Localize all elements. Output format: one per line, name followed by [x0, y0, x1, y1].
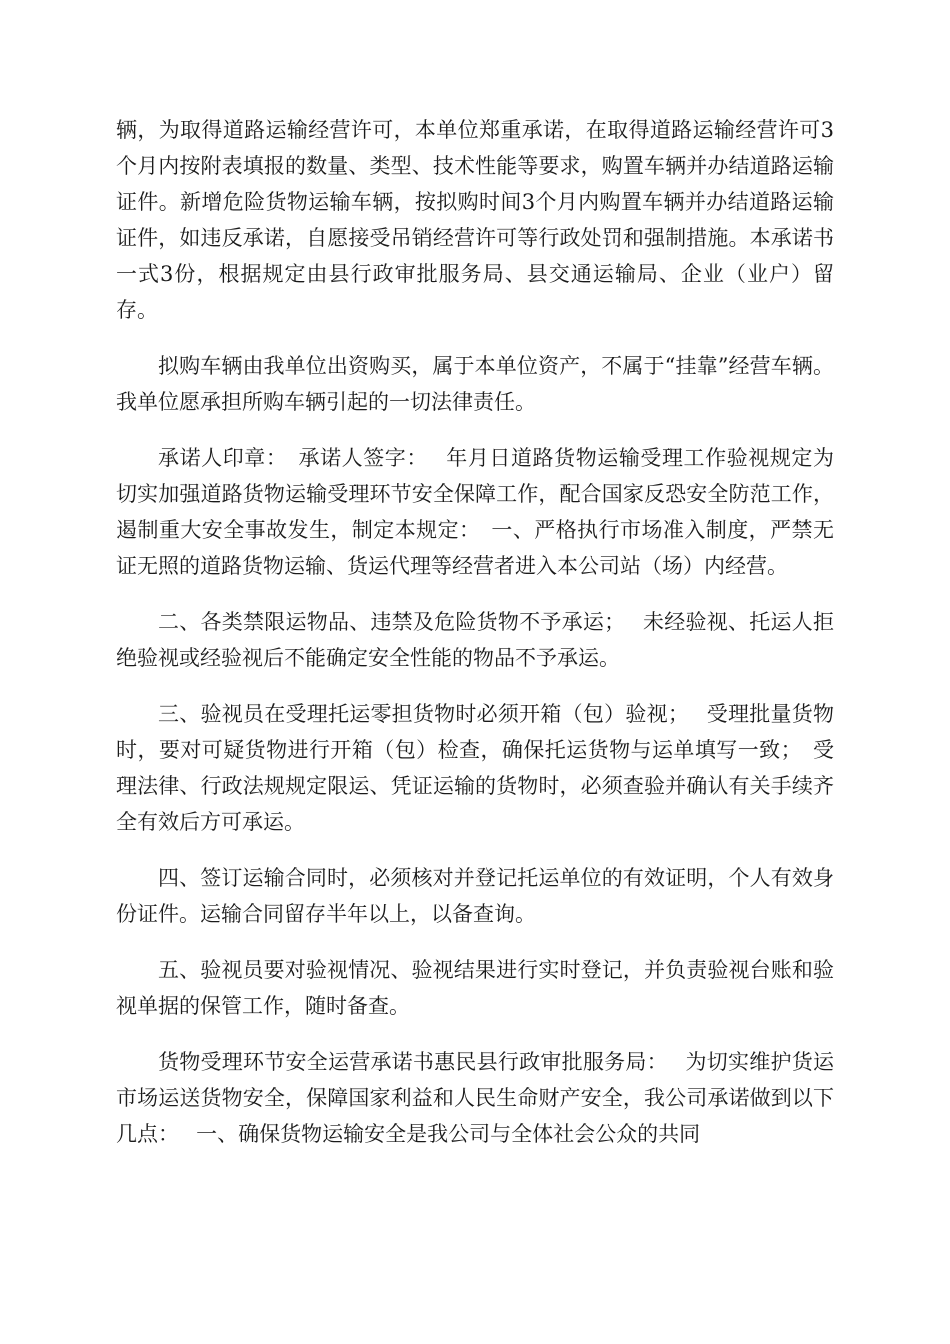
paragraph-signature-and-inspection-rules: 承诺人印章： 承诺人签字： 年月日道路货物运输受理工作验视规定为切实加强道路货物运输受理环节安全保障工作，配合国家反恐安全防范工作，遏制重大安全事故发生，制定本规定： 一、严格执行市场准入制度，严禁无证无照的道路货物运输、货运代理等经营者进入本公司站（场）内经营。: [116, 446, 834, 578]
document-body: [116, 112, 834, 1152]
paragraph-rule-three: 三、验视员在受理托运零担货物时必须开箱（包）验视； 受理批量货物时，要对可疑货物进行开箱（包）检查，确保托运货物与运单填写一致； 受理法律、行政法规规定限运、凭证运输的货物时，必须查验并确认有关手续齐全有效后方可承运。: [116, 702, 834, 834]
paragraph-vehicle-purchase-commitment: 辆，为取得道路运输经营许可，本单位郑重承诺，在取得道路运输经营许可3个月内按附表填报的数量、类型、技术性能等要求，购置车辆并办结道路运输证件。新增危险货物运输车辆，按拟购时间3个月内购置车辆并办结道路运输证件，如违反承诺，自愿接受吊销经营许可等行政处罚和强制措施。本承诺书一式3份，根据规定由县行政审批服务局、县交通运输局、企业（业户）留存。: [116, 118, 834, 322]
paragraph-vehicle-ownership: 拟购车辆由我单位出资购买，属于本单位资产，不属于“挂靠”经营车辆。我单位愿承担所购车辆引起的一切法律责任。: [116, 354, 834, 414]
paragraph-safety-commitment-letter: 货物受理环节安全运营承诺书惠民县行政审批服务局： 为切实维护货运市场运送货物安全，保障国家利益和人民生命财产安全，我公司承诺做到以下几点： 一、确保货物运输安全是我公司与全体社会公众的共同: [116, 1050, 834, 1146]
paragraph-rule-two: 二、各类禁限运物品、违禁及危险货物不予承运； 未经验视、托运人拒绝验视或经验视后不能确定安全性能的物品不予承运。: [116, 610, 834, 670]
paragraph-rule-four: 四、签订运输合同时，必须核对并登记托运单位的有效证明，个人有效身份证件。运输合同留存半年以上，以备查询。: [116, 866, 834, 926]
paragraph-rule-five: 五、验视员要对验视情况、验视结果进行实时登记，并负责验视台账和验视单据的保管工作，随时备查。: [116, 958, 834, 1018]
